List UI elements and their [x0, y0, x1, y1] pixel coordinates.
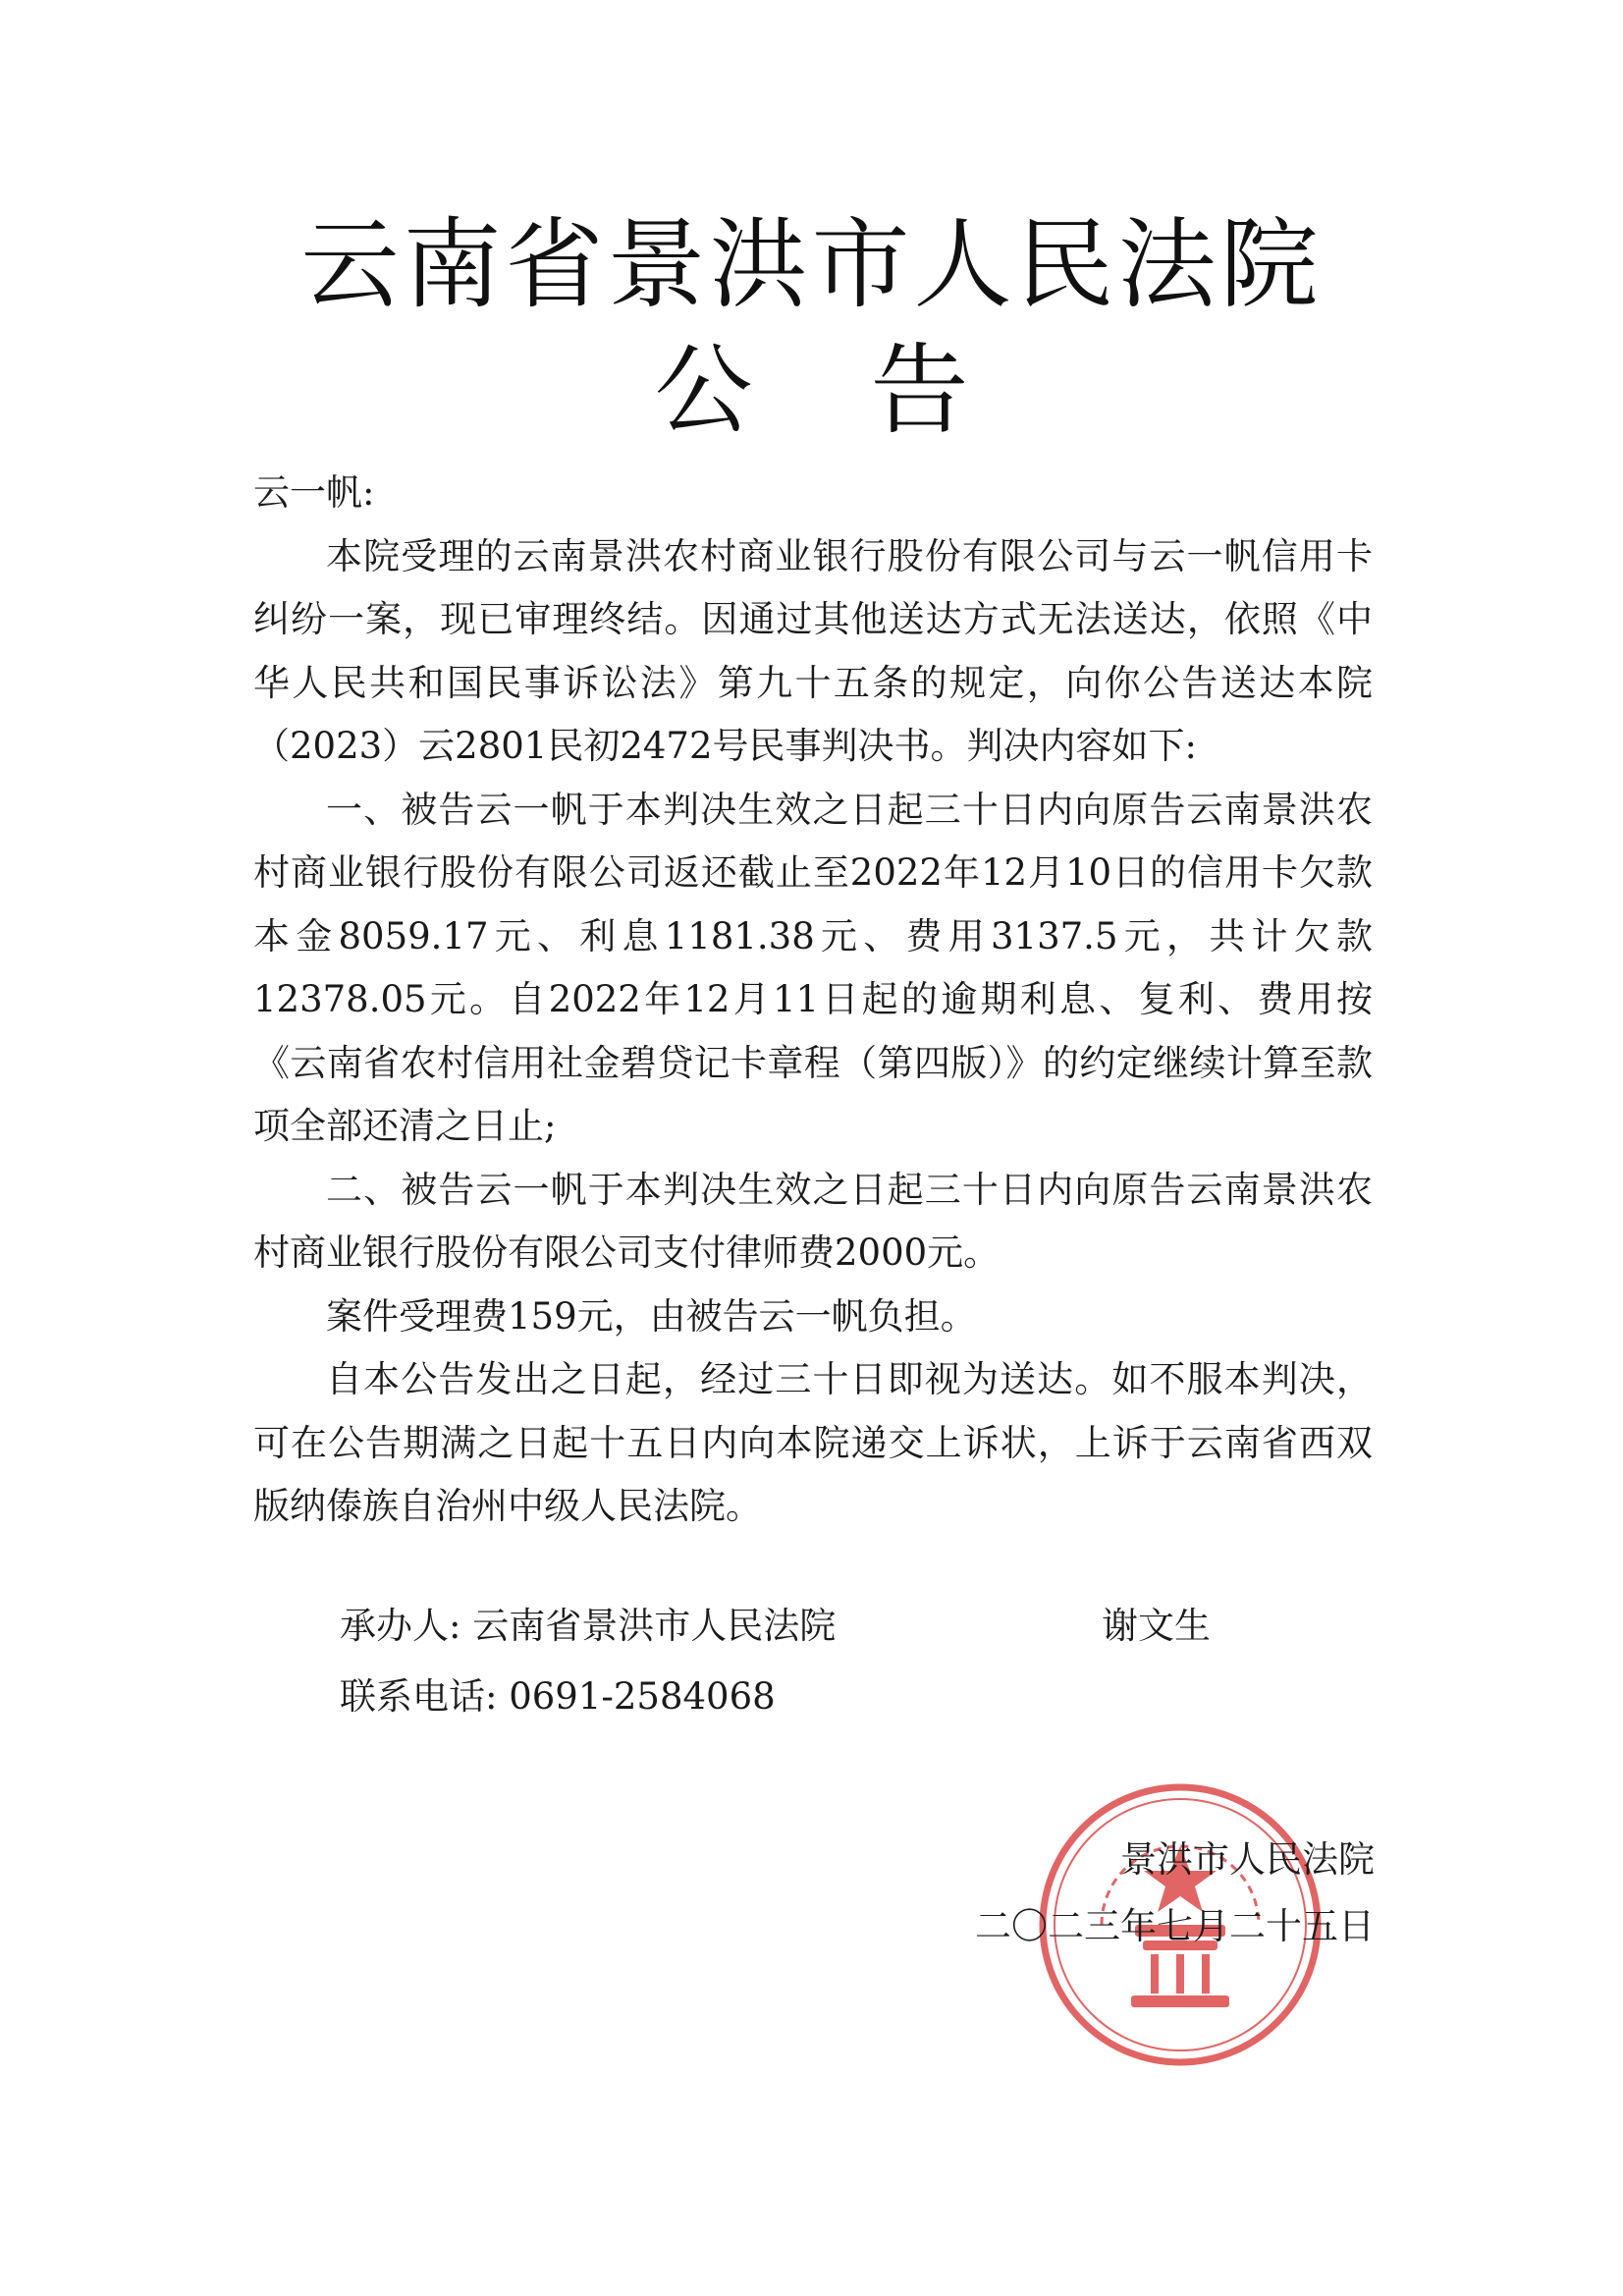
- paragraph-case-fee: 案件受理费159元，由被告云一帆负担。: [326, 1294, 977, 1338]
- notice-title-char-2: 告: [870, 333, 969, 448]
- notice-title: [0, 332, 1623, 450]
- signature-block: [844, 1827, 1375, 1960]
- notice-title-char-1: 公: [654, 333, 753, 448]
- contact-block: [340, 1591, 1211, 1732]
- paragraph-case-intro: 本院受理的云南景洪农村商业银行股份有限公司与云一帆信用卡纠纷一案，现已审理终结。因通过其他送达方式无法送达，依照《中华人民共和国民事诉讼法》第九十五条的规定，向你公告送达本院（2023）云2801民初2472号民事判决书。判决内容如下:: [253, 534, 1373, 767]
- addressee: 云一帆:: [253, 471, 375, 514]
- paragraph-service-notice: 自本公告发出之日起，经过三十日即视为送达。如不服本判决，可在公告期满之日起十五日内向本院递交上诉状，上诉于云南省西双版纳傣族自治州中级人民法院。: [253, 1358, 1373, 1527]
- signature-court: 景洪市人民法院: [1120, 1838, 1375, 1881]
- notice-body: [253, 462, 1373, 1539]
- phone-row: 联系电话: 0691-2584068: [340, 1675, 776, 1718]
- paragraph-judgment-item-1: 一、被告云一帆于本判决生效之日起三十日内向原告云南景洪农村商业银行股份有限公司返还截止至2022年12月10日的信用卡欠款本金8059.17元、利息1181.38元、费用3137.5元，共计欠款12378.05元。自2022年12月11日起的逾期利息、复利、费用按《云南省农村信用社金碧贷记卡章程（第四版）》的约定继续计算至款项全部还清之日止;: [253, 788, 1373, 1147]
- handler-name: 谢文生: [1102, 1605, 1211, 1647]
- handler-label: 承办人: 云南省景洪市人民法院: [340, 1605, 837, 1647]
- handler-row: [340, 1591, 1211, 1662]
- paragraph-judgment-item-2: 二、被告云一帆于本判决生效之日起三十日内向原告云南景洪农村商业银行股份有限公司支付律师费2000元。: [253, 1168, 1373, 1274]
- court-title: 云南省景洪市人民法院: [300, 207, 1323, 322]
- signature-date: 二〇二三年七月二十五日: [975, 1905, 1375, 1947]
